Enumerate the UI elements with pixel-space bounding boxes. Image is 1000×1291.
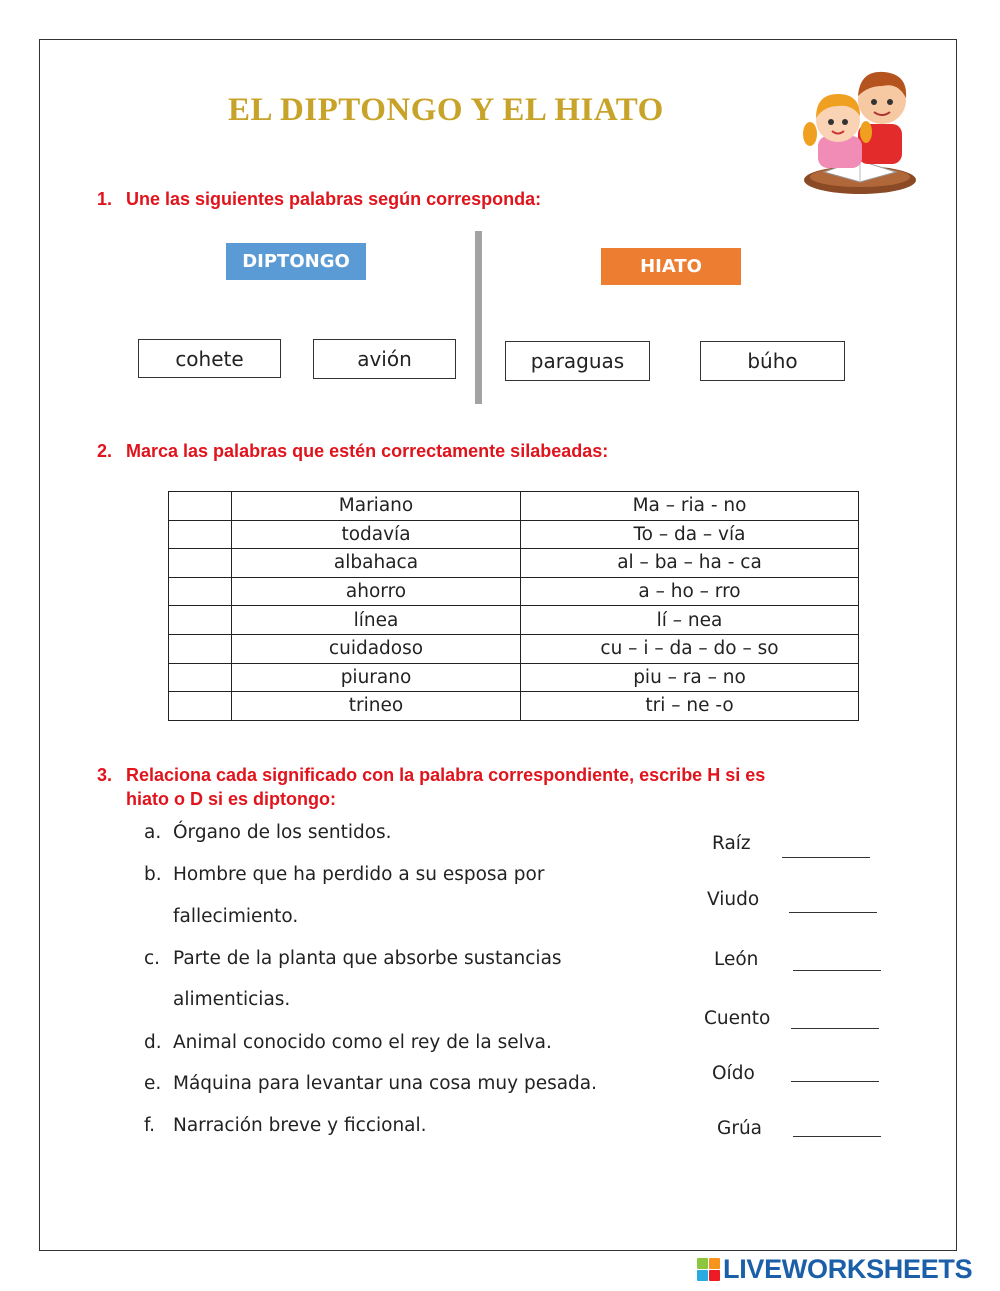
definition-letter: d. (144, 1032, 162, 1053)
word-cell: albahaca (232, 549, 521, 578)
answer-blank-oido[interactable] (791, 1081, 879, 1082)
question-1-text: Une las siguientes palabras según corresponda: (126, 189, 542, 209)
definition-e (144, 1073, 597, 1094)
question-2-text: Marca las palabras que estén correctamente silabeadas: (126, 441, 609, 461)
check-cell[interactable] (169, 606, 232, 635)
definition-b-continued (144, 906, 298, 927)
answer-word-viudo: Viudo (707, 889, 760, 910)
question-1 (97, 189, 541, 210)
table-row (169, 663, 859, 692)
column-divider (475, 231, 482, 404)
definition-c (144, 948, 562, 969)
definition-text: Hombre que ha perdido a su esposa por (173, 864, 545, 885)
definition-c-continued (144, 989, 290, 1010)
diptongo-label: DIPTONGO (226, 243, 366, 280)
definition-text-continued: alimenticias. (173, 989, 291, 1010)
answer-word-grua: Grúa (717, 1118, 763, 1139)
table-row (169, 492, 859, 521)
word-cell: Mariano (232, 492, 521, 521)
syllables-cell: Ma – ria - no (521, 492, 859, 521)
question-3-text-line2: hiato o D si es diptongo: (126, 789, 336, 809)
worksheet-title: EL DIPTONGO Y EL HIATO (228, 92, 664, 128)
liveworksheets-logo[interactable] (697, 1254, 972, 1285)
definition-d (144, 1032, 552, 1053)
check-cell[interactable] (169, 577, 232, 606)
kids-reading-illustration (794, 56, 920, 196)
definition-text: Parte de la planta que absorbe sustancias (173, 948, 562, 969)
check-cell[interactable] (169, 692, 232, 721)
definition-text: Animal conocido como el rey de la selva. (173, 1032, 552, 1053)
question-2-number: 2. (97, 441, 113, 461)
check-cell[interactable] (169, 634, 232, 663)
syllables-cell: cu – i – da – do – so (521, 634, 859, 663)
syllables-cell: al – ba – ha - ca (521, 549, 859, 578)
definition-text: Máquina para levantar una cosa muy pesada. (173, 1073, 598, 1094)
word-cell: cuidadoso (232, 634, 521, 663)
question-2 (97, 441, 608, 462)
check-cell[interactable] (169, 520, 232, 549)
definition-text-continued: fallecimiento. (173, 906, 299, 927)
syllable-table (168, 491, 859, 721)
word-card-paraguas[interactable]: paraguas (505, 341, 650, 381)
word-cell: todavía (232, 520, 521, 549)
question-1-number: 1. (97, 189, 113, 209)
definition-letter: c. (144, 948, 161, 969)
word-cell: piurano (232, 663, 521, 692)
table-row (169, 606, 859, 635)
answer-word-oido: Oído (712, 1063, 755, 1084)
hiato-label: HIATO (601, 248, 741, 285)
table-row (169, 634, 859, 663)
definition-text: Órgano de los sentidos. (173, 822, 392, 843)
definition-letter: e. (144, 1073, 162, 1094)
definition-letter: b. (144, 864, 162, 885)
answer-blank-grua[interactable] (793, 1136, 881, 1137)
check-cell[interactable] (169, 549, 232, 578)
table-row (169, 577, 859, 606)
question-3-number: 3. (97, 765, 113, 785)
check-cell[interactable] (169, 663, 232, 692)
definition-letter: f. (144, 1115, 156, 1136)
liveworksheets-logo-icon (697, 1258, 720, 1281)
definition-b (144, 864, 544, 885)
table-row (169, 520, 859, 549)
question-3-text-line1: Relaciona cada significado con la palabra correspondiente, escribe H si es (126, 765, 766, 785)
word-cell: ahorro (232, 577, 521, 606)
answer-blank-raiz[interactable] (782, 857, 870, 858)
answer-blank-leon[interactable] (793, 970, 881, 971)
answer-word-raiz: Raíz (712, 833, 751, 854)
word-card-cohete[interactable]: cohete (138, 339, 281, 378)
liveworksheets-logo-text: LIVEWORKSHEETS (723, 1254, 973, 1284)
word-cell: línea (232, 606, 521, 635)
table-row (169, 549, 859, 578)
word-cell: trineo (232, 692, 521, 721)
check-cell[interactable] (169, 492, 232, 521)
answer-blank-viudo[interactable] (789, 912, 877, 913)
syllables-cell: To – da – vía (521, 520, 859, 549)
syllables-cell: piu – ra – no (521, 663, 859, 692)
table-row (169, 692, 859, 721)
question-3 (97, 763, 765, 811)
definition-text: Narración breve y ficcional. (173, 1115, 427, 1136)
answer-blank-cuento[interactable] (791, 1028, 879, 1029)
definition-letter: a. (144, 822, 162, 843)
definition-f (144, 1115, 427, 1136)
syllables-cell: lí – nea (521, 606, 859, 635)
syllables-cell: tri – ne -o (521, 692, 859, 721)
answer-word-cuento: Cuento (704, 1008, 771, 1029)
word-card-buho[interactable]: búho (700, 341, 845, 381)
word-card-avion[interactable]: avión (313, 339, 456, 379)
syllables-cell: a – ho – rro (521, 577, 859, 606)
definition-a (144, 822, 392, 843)
answer-word-leon: León (714, 949, 759, 970)
